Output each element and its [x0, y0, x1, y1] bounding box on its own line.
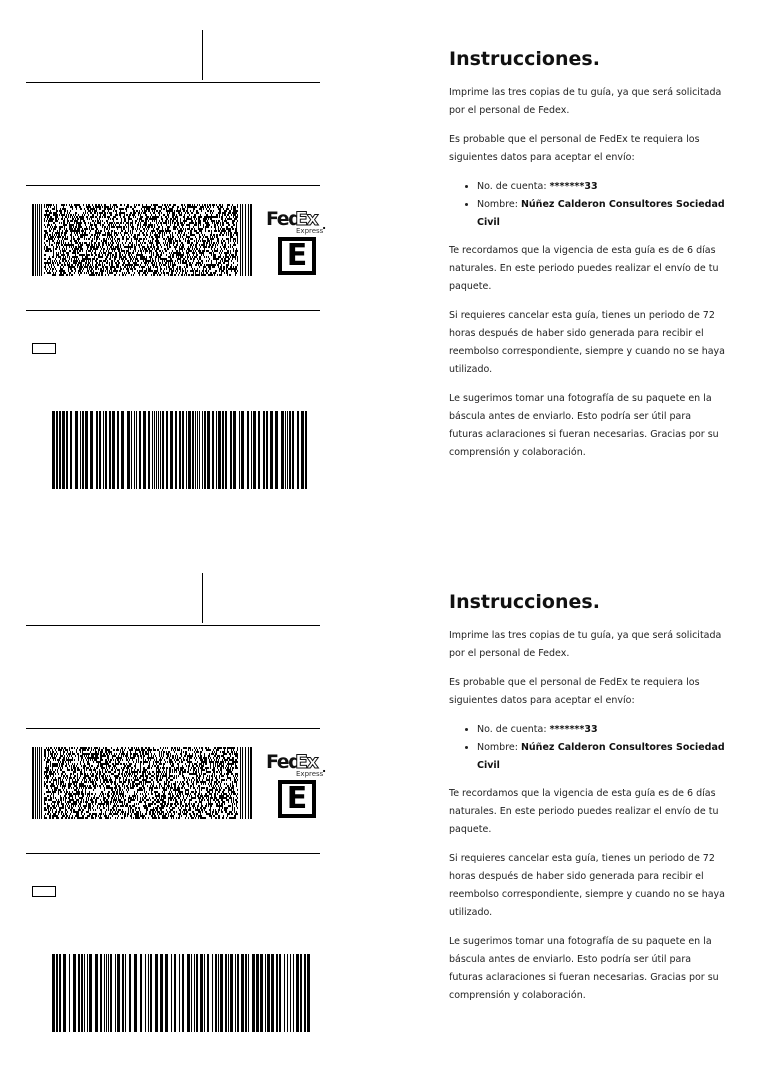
service-type-badge: E: [278, 780, 316, 818]
linear-barcode: [52, 954, 310, 1032]
pdf417-barcode: [32, 204, 252, 276]
list-item-name: [477, 739, 725, 775]
instructions-panel: [449, 590, 725, 1016]
label-rule: [26, 82, 320, 83]
list-item-name: [477, 196, 725, 232]
list-item-account: [477, 178, 725, 196]
label-rule: [26, 728, 320, 729]
label-rule: [26, 625, 320, 626]
label-rule: [26, 310, 320, 311]
account-label: No. de cuenta:: [477, 724, 550, 735]
fedex-logo-ex: Ex: [295, 208, 318, 230]
instructions-paragraph: Te recordamos que la vigencia de esta guía es de 6 días naturales. En este periodo puedes realizar el envío de tu paquete.: [449, 788, 719, 835]
fedex-logo-dot: .: [322, 219, 327, 232]
fedex-logo-express: Express: [296, 227, 324, 235]
fedex-logo: [266, 751, 328, 777]
instructions-title: Instrucciones.: [449, 48, 600, 70]
fedex-logo-ex: Ex: [295, 751, 318, 773]
instructions-paragraph: Es probable que el personal de FedEx te requiera los siguientes datos para aceptar el envío:: [449, 134, 700, 163]
instructions-paragraph: Imprime las tres copias de tu guía, ya que será solicitada por el personal de Fedex.: [449, 87, 722, 116]
fedex-logo-express: Express: [296, 770, 324, 778]
label-rule: [26, 185, 320, 186]
empty-box: [32, 886, 56, 897]
fedex-logo-fed: Fed: [266, 751, 301, 773]
instructions-title: Instrucciones.: [449, 591, 600, 613]
service-type-badge: E: [278, 237, 316, 275]
required-data-list: [449, 178, 725, 232]
label-divider-vertical: [202, 573, 203, 623]
instructions-paragraph: Imprime las tres copias de tu guía, ya que será solicitada por el personal de Fedex.: [449, 630, 722, 659]
list-item-account: [477, 721, 725, 739]
account-value: *******33: [549, 181, 598, 192]
instructions-paragraph: Le sugerimos tomar una fotografía de su paquete en la báscula antes de enviarlo. Esto podría ser útil para futuras aclaraciones si fueran necesarias. Gracias por su comprensión y colaboración.: [449, 393, 719, 458]
account-value: *******33: [549, 724, 598, 735]
fedex-logo-fed: Fed: [266, 208, 301, 230]
required-data-list: [449, 721, 725, 775]
name-label: Nombre:: [477, 742, 521, 753]
label-copy-2: [0, 543, 768, 1086]
name-value: Núñez Calderon Consultores Sociedad Civil: [477, 199, 725, 228]
instructions-paragraph: Te recordamos que la vigencia de esta guía es de 6 días naturales. En este periodo puedes realizar el envío de tu paquete.: [449, 245, 719, 292]
name-label: Nombre:: [477, 199, 521, 210]
empty-box: [32, 343, 56, 354]
fedex-logo: [266, 208, 328, 234]
instructions-paragraph: Si requieres cancelar esta guía, tienes un periodo de 72 horas después de haber sido generada para recibir el reembolso correspondiente, siempre y cuando no se haya utilizado.: [449, 310, 726, 375]
instructions-paragraph: Si requieres cancelar esta guía, tienes un periodo de 72 horas después de haber sido generada para recibir el reembolso correspondiente, siempre y cuando no se haya utilizado.: [449, 853, 726, 918]
instructions-paragraph: Le sugerimos tomar una fotografía de su paquete en la báscula antes de enviarlo. Esto podría ser útil para futuras aclaraciones si fueran necesarias. Gracias por su comprensión y colaboración.: [449, 936, 719, 1001]
instructions-paragraph: Es probable que el personal de FedEx te requiera los siguientes datos para aceptar el envío:: [449, 677, 700, 706]
label-divider-vertical: [202, 30, 203, 80]
label-rule: [26, 853, 320, 854]
instructions-panel: [449, 47, 725, 473]
linear-barcode: [52, 411, 310, 489]
name-value: Núñez Calderon Consultores Sociedad Civil: [477, 742, 725, 771]
pdf417-barcode: [32, 747, 252, 819]
account-label: No. de cuenta:: [477, 181, 550, 192]
fedex-logo-dot: .: [322, 762, 327, 775]
